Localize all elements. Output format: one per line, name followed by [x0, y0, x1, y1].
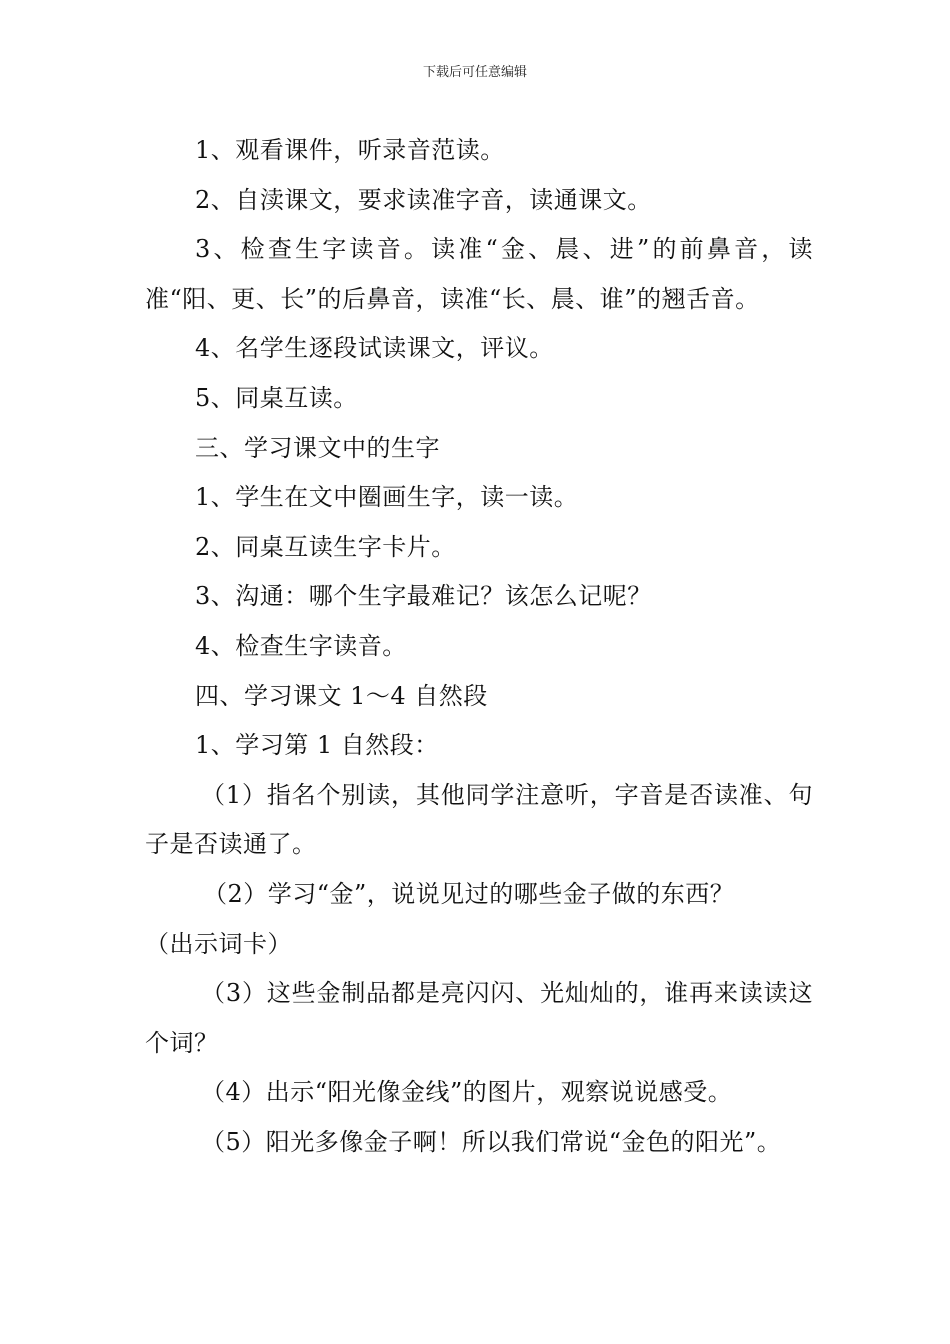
paragraph-check-reading: 4、检查生字读音。 [195, 631, 407, 660]
paragraph-discussion: 3、沟通：哪个生字最难记？该怎么记呢？ [195, 582, 652, 611]
section-heading-learn-characters: 三、学习课文中的生字 [195, 433, 440, 462]
paragraph-check-pronunciation: 3、检查生字读音。读准“金、晨、进”的前鼻音，读准“阳、更、长”的后鼻音，读准“长、晨、谁”的翘舌音。 [145, 235, 813, 313]
paragraph-watch-courseware: 1、观看课件，听录音范读。 [195, 136, 505, 164]
paragraph-item-4: （4）出示“阳光像金线”的图片，观察说说感受。 [201, 1078, 733, 1107]
document-body [145, 126, 813, 1167]
paragraph-self-read: 2、自渎课文，要求读准字音，读通课文。 [195, 185, 652, 214]
paragraph-character-cards: 2、同桌互读生字卡片。 [195, 532, 456, 561]
paragraph-students-read: 4、名学生逐段试读课文，评议。 [195, 334, 554, 363]
paragraph-desk-mate-read: 5、同桌互读。 [195, 383, 358, 412]
paragraph-circle-characters: 1、学生在文中圈画生字，读一读。 [195, 483, 579, 512]
page-header: 下载后可任意编辑 [422, 65, 527, 80]
paragraph-item-3: （3）这些金制品都是亮闪闪、光灿灿的，谁再来读读这个词？ [145, 979, 813, 1057]
paragraph-show-word-card: （出示词卡） [145, 929, 292, 958]
paragraph-item-5: （5）阳光多像金子啊！所以我们常说“金色的阳光”。 [201, 1127, 782, 1156]
section-heading-paragraphs-1-4: 四、学习课文 1～4 自然段 [195, 681, 488, 710]
paragraph-item-2: （2）学习“金”，说说见过的哪些金子做的东西？ [203, 879, 735, 908]
paragraph-learn-first: 1、学习第 1 自然段： [195, 731, 439, 760]
paragraph-item-1: （1）指名个别读，其他同学注意听，字音是否读准、句子是否读通了。 [145, 780, 813, 859]
